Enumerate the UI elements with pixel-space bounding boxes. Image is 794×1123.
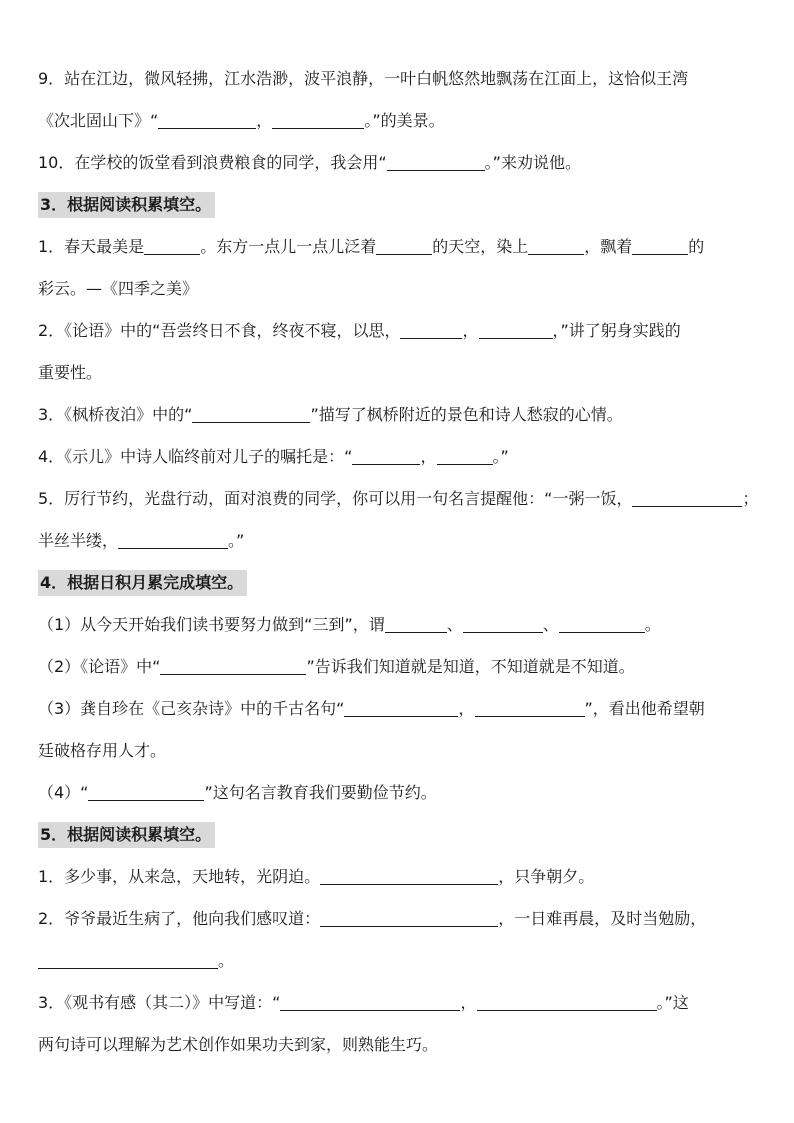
s4-item4-text-b: ”这句名言教育我们要勤俭节约。 [204,783,437,802]
q10-text-prefix: 10．在学校的饭堂看到浪费粮食的同学，我会用“ [38,153,387,172]
section-3-heading [38,184,760,226]
s5-item3-blank-2[interactable] [477,992,657,1011]
s3-item1-line1 [38,226,760,268]
s4-item3-line2 [38,730,760,772]
s3-item3-blank[interactable] [192,404,310,423]
worksheet-page [38,58,760,1066]
s3-item1-text-e: 的 [688,237,705,256]
q9-text-prefix: 《次北固山下》“ [38,111,159,130]
s3-item5-text-a: 5．厉行节约，光盘行动，面对浪费的同学，你可以用一句名言提醒他：“一粥一饭， [38,489,633,508]
s3-item4-blank-1[interactable] [352,446,420,465]
q9-text-suffix: 。”的美景。 [364,111,445,130]
s5-item1-text-b: ，只争朝夕。 [498,867,595,886]
s5-item3-line2 [38,1024,760,1066]
s5-item1-text-a: 1．多少事，从来急，天地转，光阴迫。 [38,867,321,886]
q9-blank-1[interactable] [158,110,256,129]
section-4-heading [38,562,760,604]
s4-item4-text-a: （4）“ [38,783,89,802]
s4-item2-text-b: ”告诉我们知道就是知道，不知道就是不知道。 [306,657,635,676]
s4-item1-line [38,604,760,646]
s3-item4-blank-2[interactable] [437,446,493,465]
s3-item3-text-a: 3．《枫桥夜泊》中的“ [38,405,193,424]
s4-item2-blank[interactable] [160,656,306,675]
s3-item2-line2 [38,352,760,394]
s3-item2-blank-1[interactable] [400,320,462,339]
s5-item3-separator: ， [460,993,477,1012]
s3-item5-blank-2[interactable] [118,530,228,549]
s5-item3-line1 [38,982,760,1024]
q9-line1 [38,58,760,100]
q9-text: 9．站在江边，微风轻拂，江水浩渺，波平浪静，一叶白帆悠然地飘荡在江面上，这恰似王湾 [38,69,689,88]
s4-item3-separator: ， [458,699,475,718]
s5-item2-text-c: 。 [218,951,235,970]
s3-item1-blank-2[interactable] [376,236,432,255]
s4-item1-blank-3[interactable] [559,614,645,633]
s3-item5-text-c: 半丝半缕， [38,531,119,550]
s3-item1-blank-1[interactable] [144,236,200,255]
s4-item1-text-d: 。 [644,615,661,634]
s5-item2-blank-2[interactable] [38,950,218,969]
s3-item5-blank-1[interactable] [632,488,742,507]
s4-item3-line1 [38,688,760,730]
s5-item1-blank[interactable] [320,866,498,885]
s5-item3-text-c: 。”这 [656,993,689,1012]
s3-item1-text-b: 。东方一点儿一点儿泛着 [200,237,377,256]
s3-item4-separator: ， [420,447,437,466]
s4-item1-separator-1: 、 [446,615,463,634]
s4-item3-text-c: ”，看出他希望朝 [584,699,705,718]
q9-blank-2[interactable] [272,110,364,129]
s4-item4-blank[interactable] [88,782,204,801]
q10-text-suffix: 。”来劝说他。 [484,153,581,172]
s4-item3-text-end: 廷破格存用人才。 [38,741,167,760]
q9-line2 [38,100,760,142]
s3-item1-line2 [38,268,760,310]
s3-item4-line [38,436,760,478]
s5-item3-text-a: 3．《观书有感（其二）》中写道：“ [38,993,281,1012]
q10-line [38,142,760,184]
s3-item5-text-b: ； [742,489,759,508]
s4-item2-line [38,646,760,688]
s5-item3-text-end: 两句诗可以理解为艺术创作如果功夫到家，则熟能生巧。 [38,1035,439,1054]
s3-item1-text-c: 的天空，染上 [432,237,529,256]
s4-item1-text-a: （1）从今天开始我们读书要努力做到“三到”，谓 [38,615,385,634]
s3-item2-blank-2[interactable] [479,320,553,339]
s3-item2-text-c: ，”讲了躬身实践的 [552,321,681,340]
s4-item1-blank-2[interactable] [463,614,543,633]
s4-item3-blank-2[interactable] [475,698,585,717]
s4-item1-separator-2: 、 [542,615,559,634]
s3-item1-text-a: 1．春天最美是 [38,237,145,256]
section-3-title: 3．根据阅读积累填空。 [38,192,215,218]
s3-item2-line1 [38,310,760,352]
s3-item1-source: 彩云。—《四季之美》 [38,279,199,298]
s3-item2-text-a: 2．《论语》中的“吾尝终日不食，终夜不寝，以思， [38,321,401,340]
s4-item4-line [38,772,760,814]
s3-item4-text-c: 。” [492,447,509,466]
s3-item4-text-a: 4．《示儿》中诗人临终前对儿子的嘱托是：“ [38,447,353,466]
section-5-heading [38,814,760,856]
s4-item2-text-a: （2）《论语》中“ [38,657,161,676]
s5-item2-blank-1[interactable] [320,908,498,927]
s3-item5-line2 [38,520,760,562]
s3-item5-text-d: 。” [228,531,245,550]
s5-item3-blank-1[interactable] [280,992,460,1011]
s3-item1-text-d: ，飘着 [584,237,633,256]
section-5-title: 5．根据阅读积累填空。 [38,822,215,848]
s3-item3-text-b: ”描写了枫桥附近的景色和诗人愁寂的心情。 [310,405,623,424]
s4-item3-text-a: （3）龚自珍在《己亥杂诗》中的千古名句“ [38,699,345,718]
s3-item2-separator: ， [462,321,479,340]
section-4-title: 4．根据日积月累完成填空。 [38,570,247,596]
s5-item2-line1 [38,898,760,940]
s5-item1-line [38,856,760,898]
q10-blank[interactable] [387,152,485,171]
s5-item2-line2 [38,940,760,982]
s3-item2-text-end: 重要性。 [38,363,103,382]
s5-item2-text-a: 2．爷爷最近生病了，他向我们感叹道： [38,909,321,928]
q9-separator: ， [256,111,273,130]
s3-item1-blank-3[interactable] [528,236,584,255]
s5-item2-text-b: ，一日难再晨，及时当勉励， [498,909,707,928]
s3-item1-blank-4[interactable] [632,236,688,255]
s4-item1-blank-1[interactable] [385,614,447,633]
s3-item5-line1 [38,478,760,520]
s4-item3-blank-1[interactable] [344,698,458,717]
s3-item3-line [38,394,760,436]
